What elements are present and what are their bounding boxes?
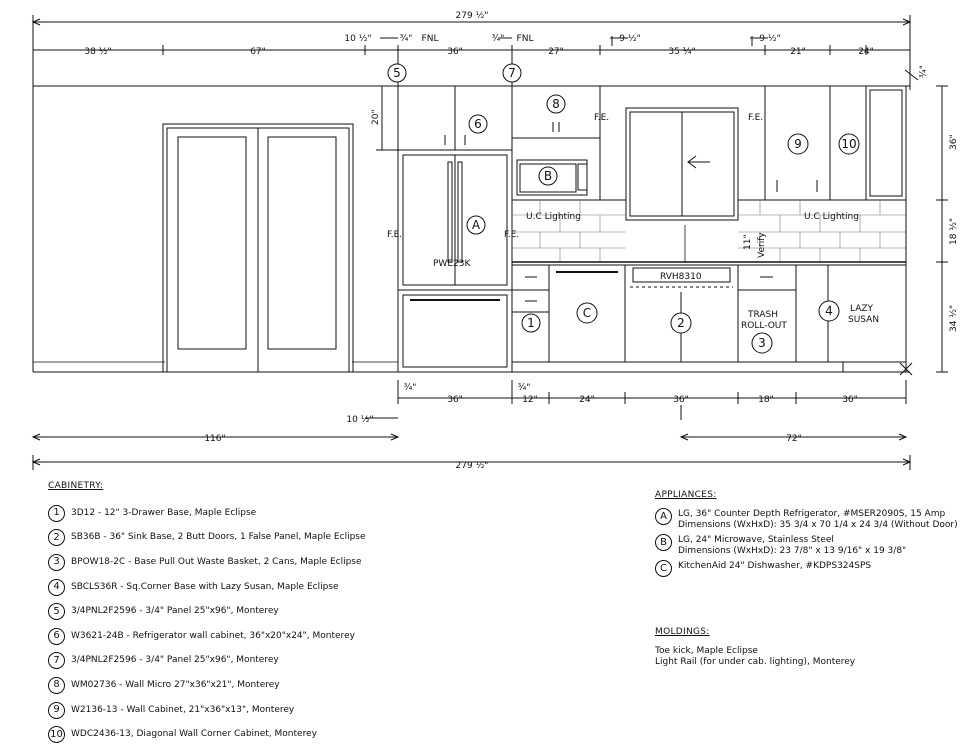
fe-label-mid: F.E.	[504, 230, 520, 240]
fe-label-right1: F.E.	[594, 113, 610, 123]
marker-6: 6	[474, 117, 482, 131]
right-dim-1: 36"	[949, 134, 959, 150]
verify-dim: 11"	[743, 234, 753, 250]
item-number-circle: 7	[48, 652, 65, 669]
molding-line: Light Rail (for under cab. lighting), Monterey	[655, 657, 856, 667]
cabinetry-item-text: WM02736 - Wall Micro 27"x36"x21", Monterey	[71, 679, 280, 690]
cabinetry-item-text: W3621-24B - Refrigerator wall cabinet, 36"x20"x24", Monterey	[71, 630, 355, 641]
cabinetry-item-text: BPOW18-2C - Base Pull Out Waste Basket, 2 Cans, Maple Eclipse	[71, 556, 362, 567]
item-number-circle: 4	[48, 579, 65, 596]
uc-lighting-right: U.C Lighting	[804, 212, 859, 222]
cabinetry-item	[48, 624, 366, 649]
marker-C: C	[582, 306, 592, 320]
appliance-line: KitchenAid 24" Dishwasher, #KDPS324SPS	[678, 561, 872, 571]
overall-bottom-dim: 279 ½"	[455, 461, 489, 471]
item-number-circle: 6	[48, 628, 65, 645]
cabinetry-item-text: SBCLS36R - Sq.Corner Base with Lazy Susan, Maple Eclipse	[71, 581, 339, 592]
appliance-line: Dimensions (WxHxD): 23 7/8" x 13 9/16" x 19 3/8"	[678, 546, 907, 556]
fe-label-left: F.E.	[387, 230, 403, 240]
appliances-legend	[655, 491, 958, 583]
cabinetry-title: CABINETRY:	[48, 481, 104, 491]
bottom-dim-5: 18"	[758, 395, 774, 405]
moldings-legend	[655, 628, 855, 667]
marker-3: 3	[758, 336, 766, 350]
bottom-dim-1: 36"	[447, 395, 463, 405]
cabinetry-item	[48, 526, 366, 551]
right-dim-2: 18 ½"	[949, 217, 959, 245]
cabinetry-item-text: 3D12 - 12" 3-Drawer Base, Maple Eclipse	[71, 507, 257, 518]
corner-dim: ¾"	[919, 65, 929, 78]
cabinetry-legend	[48, 482, 366, 747]
cabinetry-item	[48, 550, 366, 575]
top-dim-5: 35 ¼"	[668, 47, 696, 57]
top-dim-2: 67"	[250, 47, 266, 57]
verify-text: Verify	[757, 232, 767, 258]
lower-dim-left: 116"	[204, 434, 226, 444]
trash-label-1: TRASH	[748, 310, 779, 320]
cabinetry-item-text: 3/4PNL2F2596 - 3/4" Panel 25"x96", Monterey	[71, 655, 279, 666]
item-letter-circle: A	[655, 508, 672, 525]
marker-2: 2	[677, 316, 685, 330]
marker-B: B	[543, 169, 553, 183]
item-number-circle: 3	[48, 554, 65, 571]
marker-5: 5	[393, 66, 401, 80]
cabinetry-list	[48, 501, 366, 747]
marker-8: 8	[552, 97, 560, 111]
item-letter-circle: C	[655, 560, 672, 577]
fnl-a: FNL	[421, 34, 439, 44]
bottom-dim-3: 24"	[579, 395, 595, 405]
item-number-circle: 1	[48, 505, 65, 522]
appliances-title: APPLIANCES:	[655, 490, 717, 500]
right-dim-3: 34 ½"	[949, 304, 959, 332]
lazy-label-1: LAZY	[850, 304, 874, 314]
top-dim-1: 38 ½"	[84, 47, 112, 57]
cabinetry-item	[48, 698, 366, 723]
cabinetry-item	[48, 501, 366, 526]
trash-label-2: ROLL-OUT	[741, 321, 787, 331]
item-number-circle: 10	[48, 726, 65, 743]
left-gap-dim: 10 ½"	[344, 34, 372, 44]
pnl-dim-b: ¾"	[491, 34, 505, 44]
top-dim-6: 21"	[790, 47, 806, 57]
lower-dim-right: 72"	[786, 434, 802, 444]
bottom-small-b: ¾"	[517, 383, 531, 393]
marker-4: 4	[825, 304, 833, 318]
item-number-circle: 5	[48, 603, 65, 620]
appliance-description	[678, 562, 871, 571]
marker-9: 9	[794, 137, 802, 151]
lazy-label-2: SUSAN	[848, 315, 880, 325]
marker-10: 10	[841, 137, 857, 151]
hood-model: RVH8310	[660, 272, 702, 282]
item-number-circle: 8	[48, 677, 65, 694]
gap-dim-a: 9 ½"	[619, 34, 641, 44]
gap-dim-b: 9 ½"	[759, 34, 781, 44]
cabinetry-item	[48, 722, 366, 747]
item-letter-circle: B	[655, 534, 672, 551]
cabinetry-item	[48, 673, 366, 698]
appliance-line: LG, 36" Counter Depth Refrigerator, #MSER2090S, 15 Amp	[678, 509, 946, 519]
bottom-dim-2: 12"	[522, 395, 538, 405]
molding-line: Toe kick, Maple Eclipse	[655, 646, 758, 656]
appliance-item	[655, 536, 958, 556]
cabinetry-item	[48, 649, 366, 674]
appliance-line: LG, 24" Microwave, Stainless Steel	[678, 535, 834, 545]
item-number-circle: 2	[48, 529, 65, 546]
cabinetry-item	[48, 575, 366, 600]
marker-7: 7	[508, 66, 516, 80]
cabinetry-item	[48, 599, 366, 624]
marker-A: A	[471, 218, 481, 232]
fe-label-right2: F.E.	[748, 113, 764, 123]
bottom-dim-6: 36"	[842, 395, 858, 405]
item-number-circle: 9	[48, 702, 65, 719]
appliance-description	[678, 510, 958, 530]
top-dim-4: 27"	[548, 47, 564, 57]
appliance-line: Dimensions (WxHxD): 35 3/4 x 70 1/4 x 24 3/4 (Without Door)	[678, 520, 958, 530]
bottom-small-a: ¾"	[403, 383, 417, 393]
appliance-item	[655, 510, 958, 530]
bottom-dim-4: 36"	[673, 395, 689, 405]
appliance-description	[678, 536, 906, 556]
fnl-b: FNL	[516, 34, 534, 44]
cabinetry-item-text: SB36B - 36" Sink Base, 2 Butt Doors, 1 False Panel, Maple Eclipse	[71, 532, 366, 543]
appliance-item	[655, 562, 958, 577]
cabinetry-item-text: W2136-13 - Wall Cabinet, 21"x36"x13", Monterey	[71, 704, 295, 715]
pnl-dim-a: ¾"	[399, 34, 413, 44]
uc-lighting-left: U.C Lighting	[526, 212, 581, 222]
left-20-dim: 20"	[371, 109, 381, 125]
cabinetry-item-text: 3/4PNL2F2596 - 3/4" Panel 25"x96", Monterey	[71, 606, 279, 617]
moldings-title: MOLDINGS:	[655, 627, 710, 637]
bottom-small-c: 10 ½"	[346, 415, 374, 425]
fridge-model: PWE23K	[433, 259, 471, 269]
overall-top-dim: 279 ½"	[455, 11, 489, 21]
cabinetry-item-text: WDC2436-13, Diagonal Wall Corner Cabinet, Monterey	[71, 729, 317, 740]
appliances-list	[655, 510, 958, 577]
top-dim-7: 24"	[858, 47, 874, 57]
marker-1: 1	[527, 316, 535, 330]
top-dim-3: 36"	[447, 47, 463, 57]
